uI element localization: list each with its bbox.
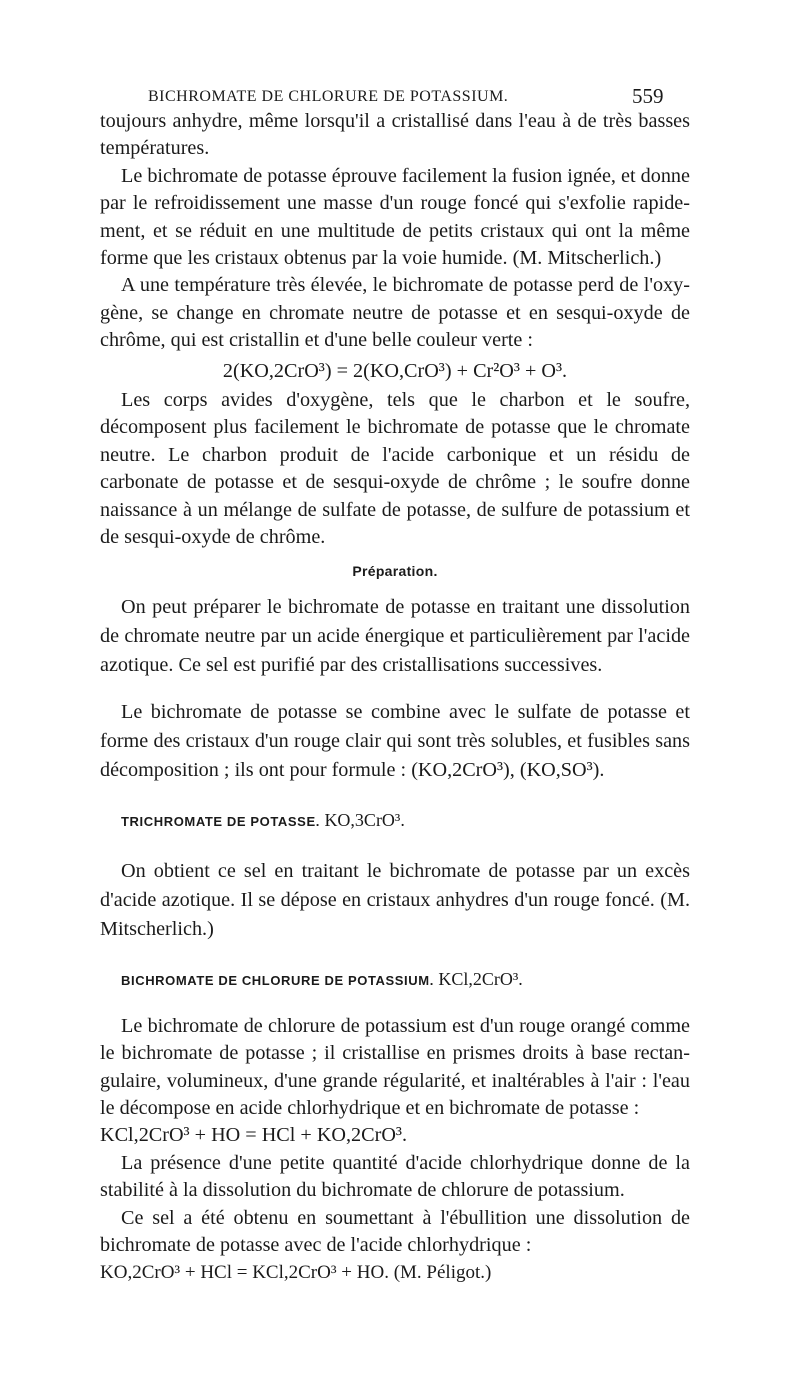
paragraph: On peut préparer le bichromate de potasse en traitant une dissolution de chromate neutre par un acide énergique et particulièrement par l'acide azotique. Ce sel est purifié par des cristallisations successives. (100, 595, 690, 676)
compound-formula: KCl,2CrO³. (438, 969, 523, 990)
chemical-formula: KO,2CrO³ + HCl = KCl,2CrO³ + HO. (M. Péligot.) (100, 1262, 492, 1284)
compound-name: BICHROMATE DE CHLORURE DE POTASSIUM. (121, 973, 434, 989)
chemical-formula: KCl,2CrO³ + HO = HCl + KO,2CrO³. (100, 1124, 408, 1147)
compound-heading (100, 966, 690, 994)
spacer (100, 680, 690, 698)
page-number: 559 (632, 84, 664, 108)
paragraph: A une température très élevée, le bichromate de potasse perd de l'oxygène, se change en chromate neutre de potasse et en sesqui-oxyde de chrôme, qui est cristallin et d'une belle couleur verte : (100, 274, 690, 352)
body-text (100, 108, 690, 1287)
paragraph: La présence d'une petite quantité d'acide chlorhydrique donne de la stabilité à la dissolution du bichromate de chlorure de potassium. (100, 1151, 690, 1202)
spacer (100, 995, 690, 1013)
paragraph: Le bichromate de potasse éprouve facilement la fusion ignée, et donne par le refroidissement une masse d'un rouge foncé qui s'exfolie rapidement, et se réduit en une multitude de petits cristaux qui ont la même forme que les cristaux obtenus par la voie humide. (M. Mitscherlich.) (100, 164, 690, 270)
compound-formula: KO,3CrO³. (324, 809, 405, 830)
paragraph: Les corps avides d'oxygène, tels que le charbon et le soufre, décomposent plus facilement le bichromate de potasse que le chromate neutre. Le charbon produit de l'acide carbonique et un résidu de carbonate de potasse et de sesqui-oxyde de chrôme ; le soufre donne naissance à un mélange de sulfate de potasse, de sulfure de potassium et de sesqui-oxyde de chrôme. (100, 389, 690, 549)
paragraph: toujours anhydre, même lorsqu'il a cristallisé dans l'eau à de très basses températures. (100, 110, 690, 160)
paragraph: Ce sel a été obtenu en soumettant à l'ébullition une dissolution de bichromate de potasse avec de l'acide chlorhydrique : (100, 1206, 690, 1256)
compound-name: TRICHROMATE DE POTASSE. (121, 813, 320, 829)
section-heading: Préparation. (352, 562, 438, 579)
spacer (100, 785, 690, 807)
spacer (100, 944, 690, 966)
paragraph: Le bichromate de potasse se combine avec le sulfate de potasse et forme des cristaux d'un rouge clair qui sont très solubles, et fusibles sans décomposition ; ils ont pour formule : (KO,2CrO³), (KO,SO³). (100, 700, 690, 781)
running-title: BICHROMATE DE CHLORURE DE POTASSIUM. (148, 88, 509, 105)
compound-heading (100, 807, 690, 835)
paragraph: On obtient ce sel en traitant le bichromate de potasse par un excès d'acide azotique. Il se dépose en cristaux anhydres d'un rouge foncé. (M. Mitscherlich.) (100, 860, 690, 941)
spacer (100, 835, 690, 857)
chemical-formula: 2(KO,2CrO³) = 2(KO,CrO³) + Cr²O³ + O³. (222, 359, 568, 382)
paragraph: Le bichromate de chlorure de potassium est d'un rouge orangé comme le bichromate de potasse ; il cristallise en prismes droits à base rectangulaire, volumineux, d'une grande régularité, et inaltérables à l'air : l'eau le décompose en acide chlorhydrique et en bichromate de potasse : (100, 1014, 690, 1119)
